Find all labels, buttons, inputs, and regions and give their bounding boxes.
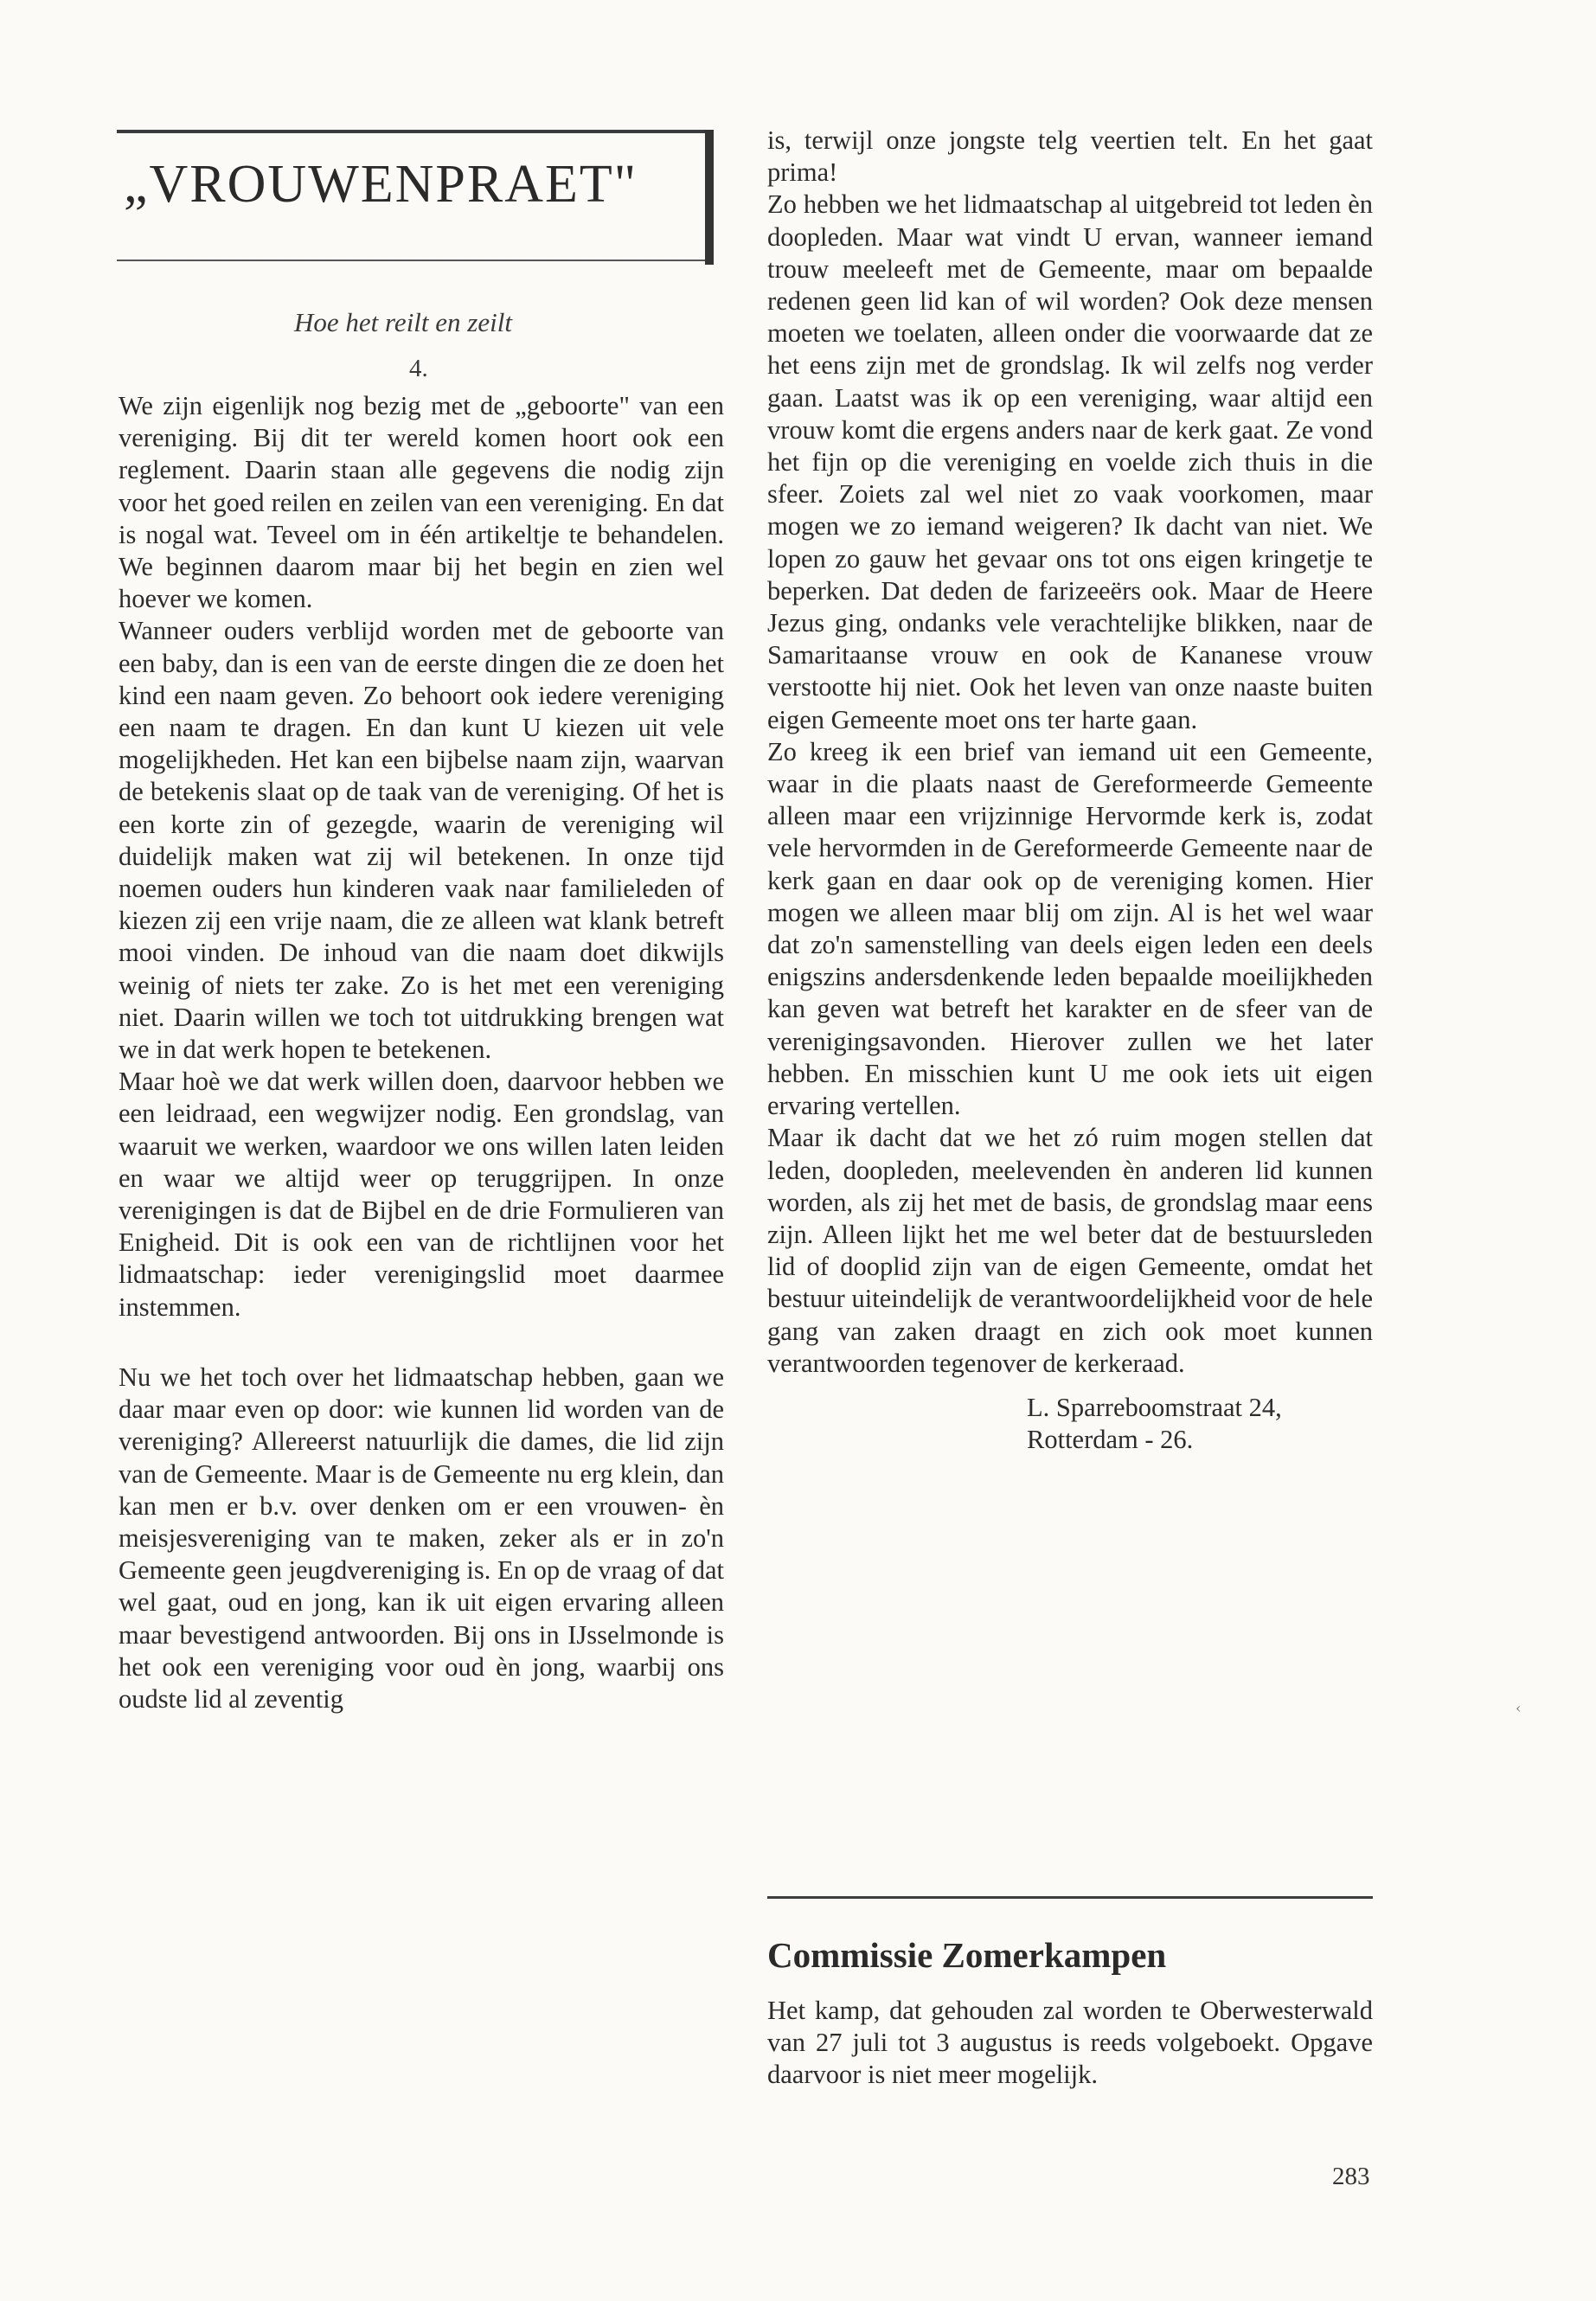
page-number: 283 xyxy=(1332,2163,1370,2190)
header-rule-right xyxy=(705,130,714,265)
column-title: „VROUWENPRAET" xyxy=(124,155,638,214)
signature-address: L. Sparreboomstraat 24, xyxy=(1027,1392,1282,1422)
signature-city: Rotterdam - 26. xyxy=(1027,1424,1194,1454)
section-divider xyxy=(767,1896,1373,1899)
paragraph: We zijn eigenlijk nog bezig met de „geboorte" van een vereniging. Bij dit ter wereld komen hoort ook een reglement. Daarin staan alle gegevens die nodig zijn voor het goed reilen en zeilen van een vereniging. En dat is nogal wat. Teveel om in één artikeltje te behandelen. We beginnen daarom maar bij het begin en zien wel hoever we komen. xyxy=(119,391,724,614)
header-rule-top xyxy=(117,130,714,133)
header-box xyxy=(117,130,714,265)
paragraph: Maar ik dacht dat we het zó ruim mogen stellen dat leden, doopleden, meelevenden èn anderen lid kunnen worden, als zij het met de basis, de grondslag maar eens zijn. Alleen lijkt het me wel beter dat de bestuursleden lid of dooplid zijn van de eigen Gemeente, omdat het bestuur uiteindelijk de verantwoordelijkheid voor de hele gang van zaken draagt en zich ook moet kunnen verantwoorden tegenover de kerkeraad. xyxy=(767,1123,1373,1378)
margin-mark: ‹ xyxy=(1516,1700,1522,1716)
article-subtitle: Hoe het reilt en zeilt xyxy=(294,307,512,337)
paragraph: Nu we het toch over het lidmaatschap hebben, gaan we daar maar even op door: wie kunnen lid worden van de vereniging? Allereerst natuurlijk die dames, die lid zijn van de Gemeente. Maar is de Gemeente nu erg klein, dan kan men er b.v. over denken om er een vrouwen- èn meisjesvereniging van te maken, zeker als er in zo'n Gemeente geen jeugdvereniging is. En op de vraag of dat wel gaat, oud en jong, kan ik uit eigen ervaring alleen maar bevestigend antwoorden. Bij ons in IJsselmonde is het ook een vereniging voor oud èn jong, waarbij ons oudste lid al zeventig xyxy=(119,1362,724,1714)
right-column xyxy=(767,125,1373,1456)
section-body xyxy=(767,1995,1373,2092)
left-column xyxy=(119,390,724,1715)
paragraph: Het kamp, dat gehouden zal worden te Oberwesterwald van 27 juli tot 3 augustus is reeds volgeboekt. Opgave daarvoor is niet meer mogelijk. xyxy=(767,1996,1373,2090)
paragraph: Maar hoè we dat werk willen doen, daarvoor hebben we een leidraad, een wegwijzer nodig. Een grondslag, van waaruit we werken, waardoor we ons willen laten leiden en waar we altijd weer op teruggrijpen. In onze verenigingen is dat de Bijbel en de drie Formulieren van Enigheid. Dit is ook een van de richtlijnen voor het lidmaatschap: ieder verenigingslid moet daarmee instemmen. xyxy=(119,1067,724,1322)
header-rule-bottom xyxy=(117,260,714,261)
author-signature xyxy=(1027,1392,1373,1456)
paragraph: Zo kreeg ik een brief van iemand uit een Gemeente, waar in die plaats naast de Gereformeerde Gemeente alleen maar een vrijzinnige Hervormde kerk is, zodat vele hervormden in de Gereformeerde Gemeente naar de kerk gaan en daar ook op de vereniging komen. Hier mogen we alleen maar blij om zijn. Al is het wel waar dat zo'n samenstelling van deels eigen leden een deels enigszins andersdenkende leden bepaalde moeilijkheden kan geven wat betreft het karakter en de sfeer van de verenigingsavonden. Hierover zullen we het later hebben. En misschien kunt U me ook iets uit eigen ervaring vertellen. xyxy=(767,736,1373,1121)
paragraph: Wanneer ouders verblijd worden met de geboorte van een baby, dan is een van de eerste dingen die ze doen het kind een naam geven. Zo behoort ook iedere vereniging een naam te dragen. En dan kunt U kiezen uit vele mogelijkheden. Het kan een bijbelse naam zijn, waarvan de betekenis slaat op de taak van de vereniging. Of het is een korte zin of gezegde, waarin de vereniging wil duidelijk maken wat zij wil betekenen. In onze tijd noemen ouders hun kinderen vaak naar familieleden of kiezen zij een vrije naam, die ze alleen wat klank betreft mooi vinden. De inhoud van die naam doet dikwijls weinig of niets ter zake. Zo is het met een vereniging niet. Daarin willen we toch tot uitdrukking brengen wat we in dat werk hopen te betekenen. xyxy=(119,616,724,1065)
paragraph: is, terwijl onze jongste telg veertien telt. En het gaat prima! xyxy=(767,125,1373,188)
paragraph: Zo hebben we het lidmaatschap al uitgebreid tot leden èn doopleden. Maar wat vindt U ervan, wanneer iemand trouw meeleeft met de Gemeente, maar om bepaalde redenen geen lid kan of wil worden? Ook deze mensen moeten we toelaten, alleen onder die voorwaarde dat ze het eens zijn met de grondslag. Ik wil zelfs nog verder gaan. Laatst was ik op een vereniging, waar altijd een vrouw komt die ergens anders naar de kerk gaat. Ze vond het fijn op die vereniging en voelde zich thuis in die sfeer. Zoiets zal wel niet zo vaak voorkomen, maar mogen we zo iemand weigeren? Ik dacht van niet. We lopen zo gauw het gevaar ons tot ons eigen kringetje te beperken. Dat deden de farizeeërs ook. Maar de Heere Jezus ging, ondanks vele verachtelijke blikken, naar de Samaritaanse vrouw en ook de Kananese vrouw verstootte hij niet. Ook het leven van onze naaste buiten eigen Gemeente moet ons ter harte gaan. xyxy=(767,189,1373,734)
section-heading: Commissie Zomerkampen xyxy=(767,1935,1167,1975)
part-number: 4. xyxy=(409,355,428,382)
